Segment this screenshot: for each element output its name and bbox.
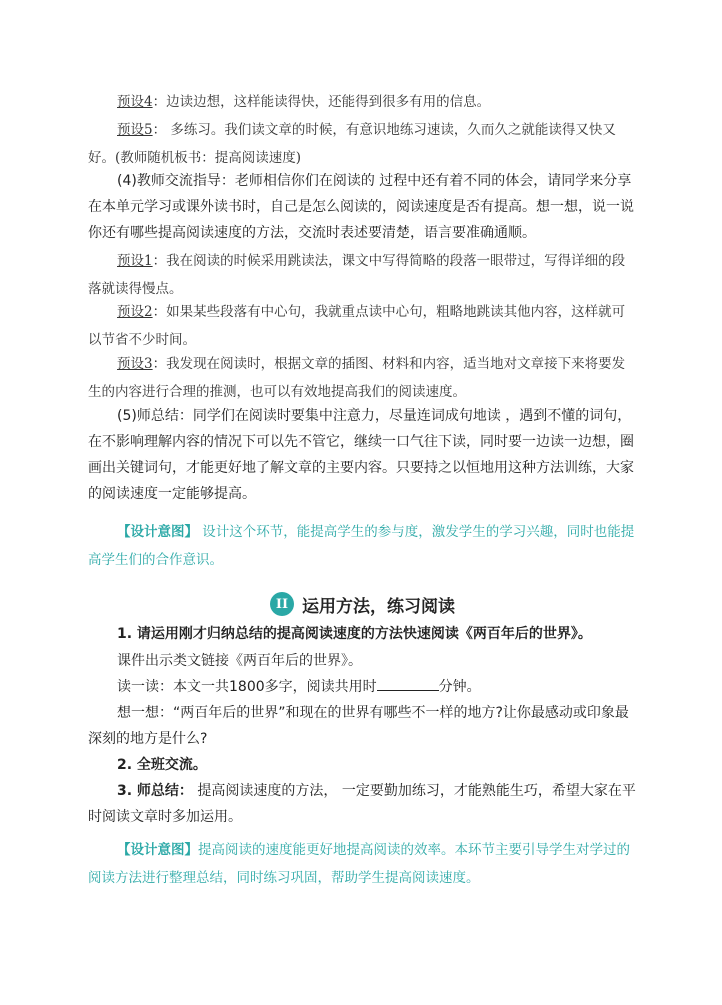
task-item-3 <box>88 778 636 830</box>
preset-5 <box>88 116 636 172</box>
courseware-line: 课件出示类文链接《两百年后的世界》。 <box>117 653 362 669</box>
design-intent-text: 设计这个环节，能提高学生的参与度，激发学生的学习兴趣，同时也能提高学生们的合作意识。 <box>88 524 635 568</box>
preset-2-text: ：如果某些段落有中心句，我就重点读中心句，粗略地跳读其他内容，这样就可以节省不少时间。 <box>88 304 626 348</box>
summary-paragraph-5: (5)师总结：同学们在阅读时要集中注意力，尽量连词成句地读 ，遇到不懂的词句，在不影响理解内容的情况下可以先不管它，继续一口气往下读，同时要一边读一边想，圈画出关键词句，才能更好地了解文章的主要内容。只要持之以恒地用这种方法训练，大家的阅读速度一定能够提高。 <box>88 408 634 502</box>
preset-5-text: ： 多练习。我们读文章的时候，有意识地练习速读，久而久之就能读得又快又好。(教师随机板书：提高阅读速度) <box>88 122 616 166</box>
read-suffix: 分钟。 <box>438 679 481 695</box>
section-title: 运用方法，练习阅读 <box>302 596 455 617</box>
guide-paragraph-4: (4)教师交流指导：老师相信你们在阅读的 过程中还有着不同的体会，请同学来分享在本单元学习或课外读书时，自己是怎么阅读的，阅读速度是否有提高。想一想，说一说你还有哪些提高阅读速度的方法，交流时表述要清楚，语言要准确通顺。 <box>88 173 634 241</box>
design-intent-2-text: 提高阅读的速度能更好地提高阅读的效率。本环节主要引导学生对学过的阅读方法进行整理总结，同时练习巩固，帮助学生提高阅读速度。 <box>88 842 630 886</box>
task-item-3-label: 3. 师总结： <box>117 783 193 799</box>
preset-5-label: 预设5 <box>117 122 153 138</box>
time-blank <box>377 674 439 691</box>
preset-4-label: 预设4 <box>117 94 153 110</box>
preset-1-text: ：我在阅读的时候采用跳读法，课文中写得简略的段落一眼带过，写得详细的段落就读得慢点。 <box>88 253 626 297</box>
task-item-3-text: 提高阅读速度的方法， 一定要勤加练习，才能熟能生巧，希望大家在平时阅读文章时多加运用。 <box>88 783 636 825</box>
task-item-2: 2. 全班交流。 <box>117 757 207 773</box>
design-intent-2-tag: 【设计意图】 <box>117 842 198 858</box>
design-intent-2 <box>88 836 636 892</box>
preset-2-label: 预设2 <box>117 304 153 320</box>
preset-2 <box>88 298 636 354</box>
preset-3 <box>88 350 636 406</box>
section-numeral-badge: II <box>270 592 294 616</box>
design-intent-1 <box>88 518 636 574</box>
think-line: 想一想：“两百年后的世界”和现在的世界有哪些不一样的地方?让你最感动或印象最深刻的地方是什么? <box>88 705 629 747</box>
preset-1-label: 预设1 <box>117 253 153 269</box>
section-heading <box>270 590 455 618</box>
design-intent-tag: 【设计意图】 <box>117 524 198 540</box>
read-line <box>88 674 636 700</box>
preset-3-text: ：我发现在阅读时，根据文章的插图、材料和内容，适当地对文章接下来将要发生的内容进行合理的推测，也可以有效地提高我们的阅读速度。 <box>88 356 626 400</box>
preset-4-text: ：边读边想，这样能读得快，还能得到很多有用的信息。 <box>152 94 491 110</box>
preset-4 <box>88 88 636 116</box>
task-item-1: 1. 请运用刚才归纳总结的提高阅读速度的方法快速阅读《两百年后的世界》。 <box>117 626 592 642</box>
preset-3-label: 预设3 <box>117 356 153 372</box>
read-prefix: 读一读：本文一共1800多字，阅读共用时 <box>117 679 377 695</box>
preset-1 <box>88 247 636 303</box>
